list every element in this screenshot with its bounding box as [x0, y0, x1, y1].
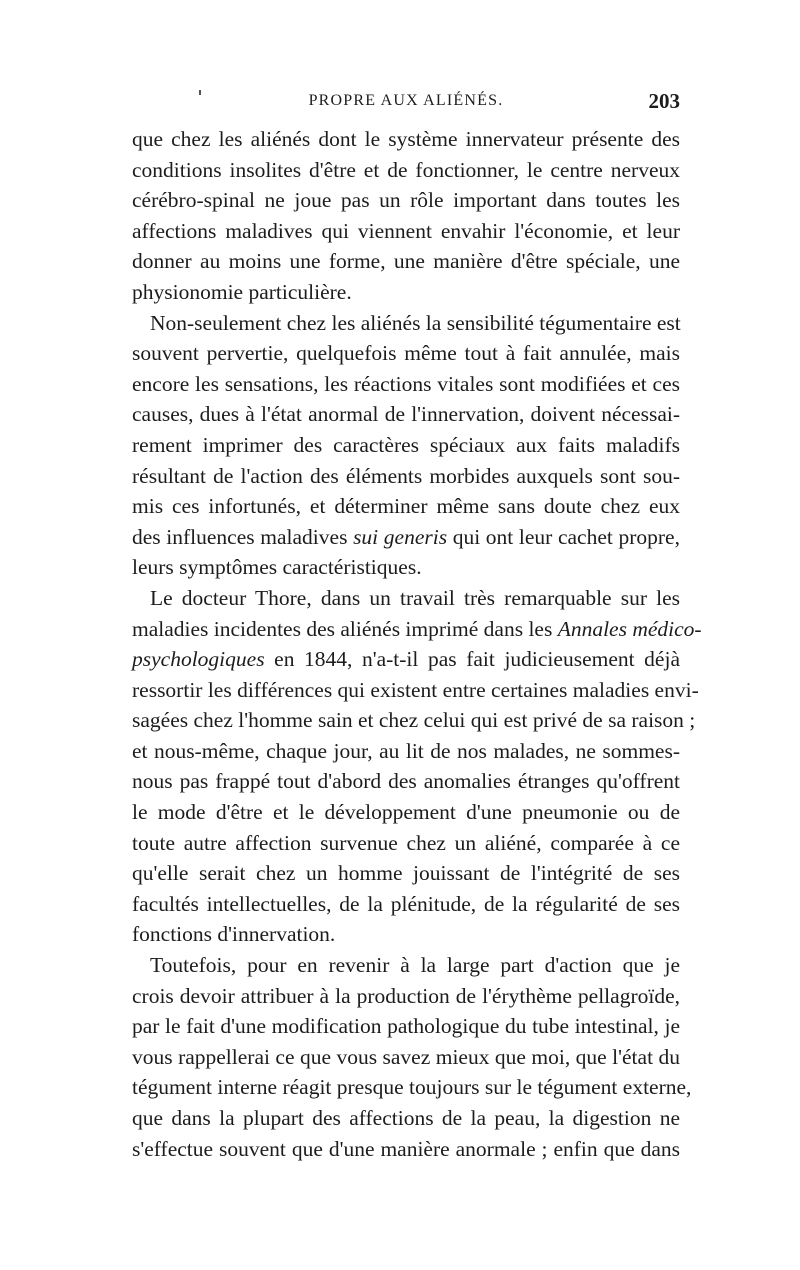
- text-line: leurs symptômes caractéristiques.: [132, 555, 422, 580]
- text-run: qui ont leur cachet propre,: [447, 524, 680, 549]
- running-title: PROPRE AUX ALIÉNÉS.: [308, 92, 504, 109]
- text-run: en 1844, n'a-t-il pas fait judicieusement déjà: [264, 647, 680, 672]
- text-line: facultés intellectuelles, de la plénitude, de la régularité de ses: [132, 891, 680, 916]
- text-line: Toutefois, pour en revenir à la large part d'action que je: [150, 953, 680, 978]
- text-line: rement imprimer des caractères spéciaux aux faits maladifs: [132, 432, 680, 457]
- italic-text: psychologiques: [132, 647, 265, 672]
- text-line: [132, 522, 680, 553]
- text-line: [132, 614, 702, 645]
- text-line: conditions insolites d'être et de fonctionner, le centre nerveux: [132, 157, 680, 182]
- text-line: vous rappellerai ce que vous savez mieux que moi, que l'état du: [132, 1044, 680, 1069]
- text-line: causes, dues à l'état anormal de l'innervation, doivent nécessai-: [132, 402, 680, 427]
- text-line: toute autre affection survenue chez un aliéné, comparée à ce: [132, 830, 680, 855]
- text-line: que chez les aliénés dont le système innervateur présente des: [132, 127, 680, 151]
- text-line: ressortir les différences qui existent entre certaines maladies envi-: [132, 677, 699, 702]
- paragraph-4: [132, 950, 692, 1164]
- italic-text: sui generis: [353, 524, 448, 549]
- text-run: des influences maladives: [132, 524, 354, 549]
- text-line: affections maladives qui viennent envahir l'économie, et leur: [132, 218, 680, 243]
- text-line: et nous-même, chaque jour, au lit de nos malades, ne sommes-: [132, 738, 680, 763]
- text-line: cérébro-spinal ne joue pas un rôle important dans toutes les: [132, 188, 680, 213]
- italic-text: Annales médico-: [557, 616, 702, 641]
- text-line: s'effectue souvent que d'une manière anormale ; enfin que dans: [132, 1136, 680, 1161]
- text-line: sagées chez l'homme sain et chez celui qui est privé de sa raison ;: [132, 708, 696, 733]
- text-line: physionomie particulière.: [132, 279, 352, 304]
- text-line: [132, 644, 680, 675]
- text-line: crois devoir attribuer à la production de l'érythème pellagroïde,: [132, 983, 680, 1008]
- text-line: donner au moins une forme, une manière d'être spéciale, une: [132, 249, 680, 274]
- text-line: tégument interne réagit presque toujours sur le tégument externe,: [132, 1075, 692, 1100]
- text-run: maladies incidentes des aliénés imprimé dans les: [132, 616, 558, 641]
- text-line: le mode d'être et le développement d'une pneumonie ou de: [132, 800, 680, 825]
- text-line: souvent pervertie, quelquefois même tout à fait annulée, mais: [132, 341, 680, 366]
- text-line: Le docteur Thore, dans un travail très remarquable sur les: [150, 585, 680, 610]
- text-line: encore les sensations, les réactions vitales sont modifiées et ces: [132, 371, 680, 396]
- running-head: [132, 89, 680, 122]
- text-line: par le fait d'une modification pathologique du tube intestinal, je: [132, 1014, 680, 1039]
- text-line: nous pas frappé tout d'abord des anomalies étranges qu'offrent: [132, 769, 680, 794]
- text-line: résultant de l'action des éléments morbides auxquels sont sou-: [132, 463, 680, 488]
- text-line: que dans la plupart des affections de la peau, la digestion ne: [132, 1106, 680, 1130]
- text-line: fonctions d'innervation.: [132, 922, 336, 947]
- text-line: mis ces infortunés, et déterminer même sans doute chez eux: [132, 494, 680, 519]
- body-text: [132, 124, 702, 1164]
- paragraph-2: [132, 308, 680, 583]
- page-number: 203: [648, 89, 680, 113]
- text-line: qu'elle serait chez un homme jouissant de l'intégrité de ses: [132, 861, 680, 886]
- paragraph-1: [132, 124, 680, 308]
- paragraph-3: [132, 583, 702, 950]
- text-line: Non-seulement chez les aliénés la sensibilité tégumentaire est: [150, 310, 681, 335]
